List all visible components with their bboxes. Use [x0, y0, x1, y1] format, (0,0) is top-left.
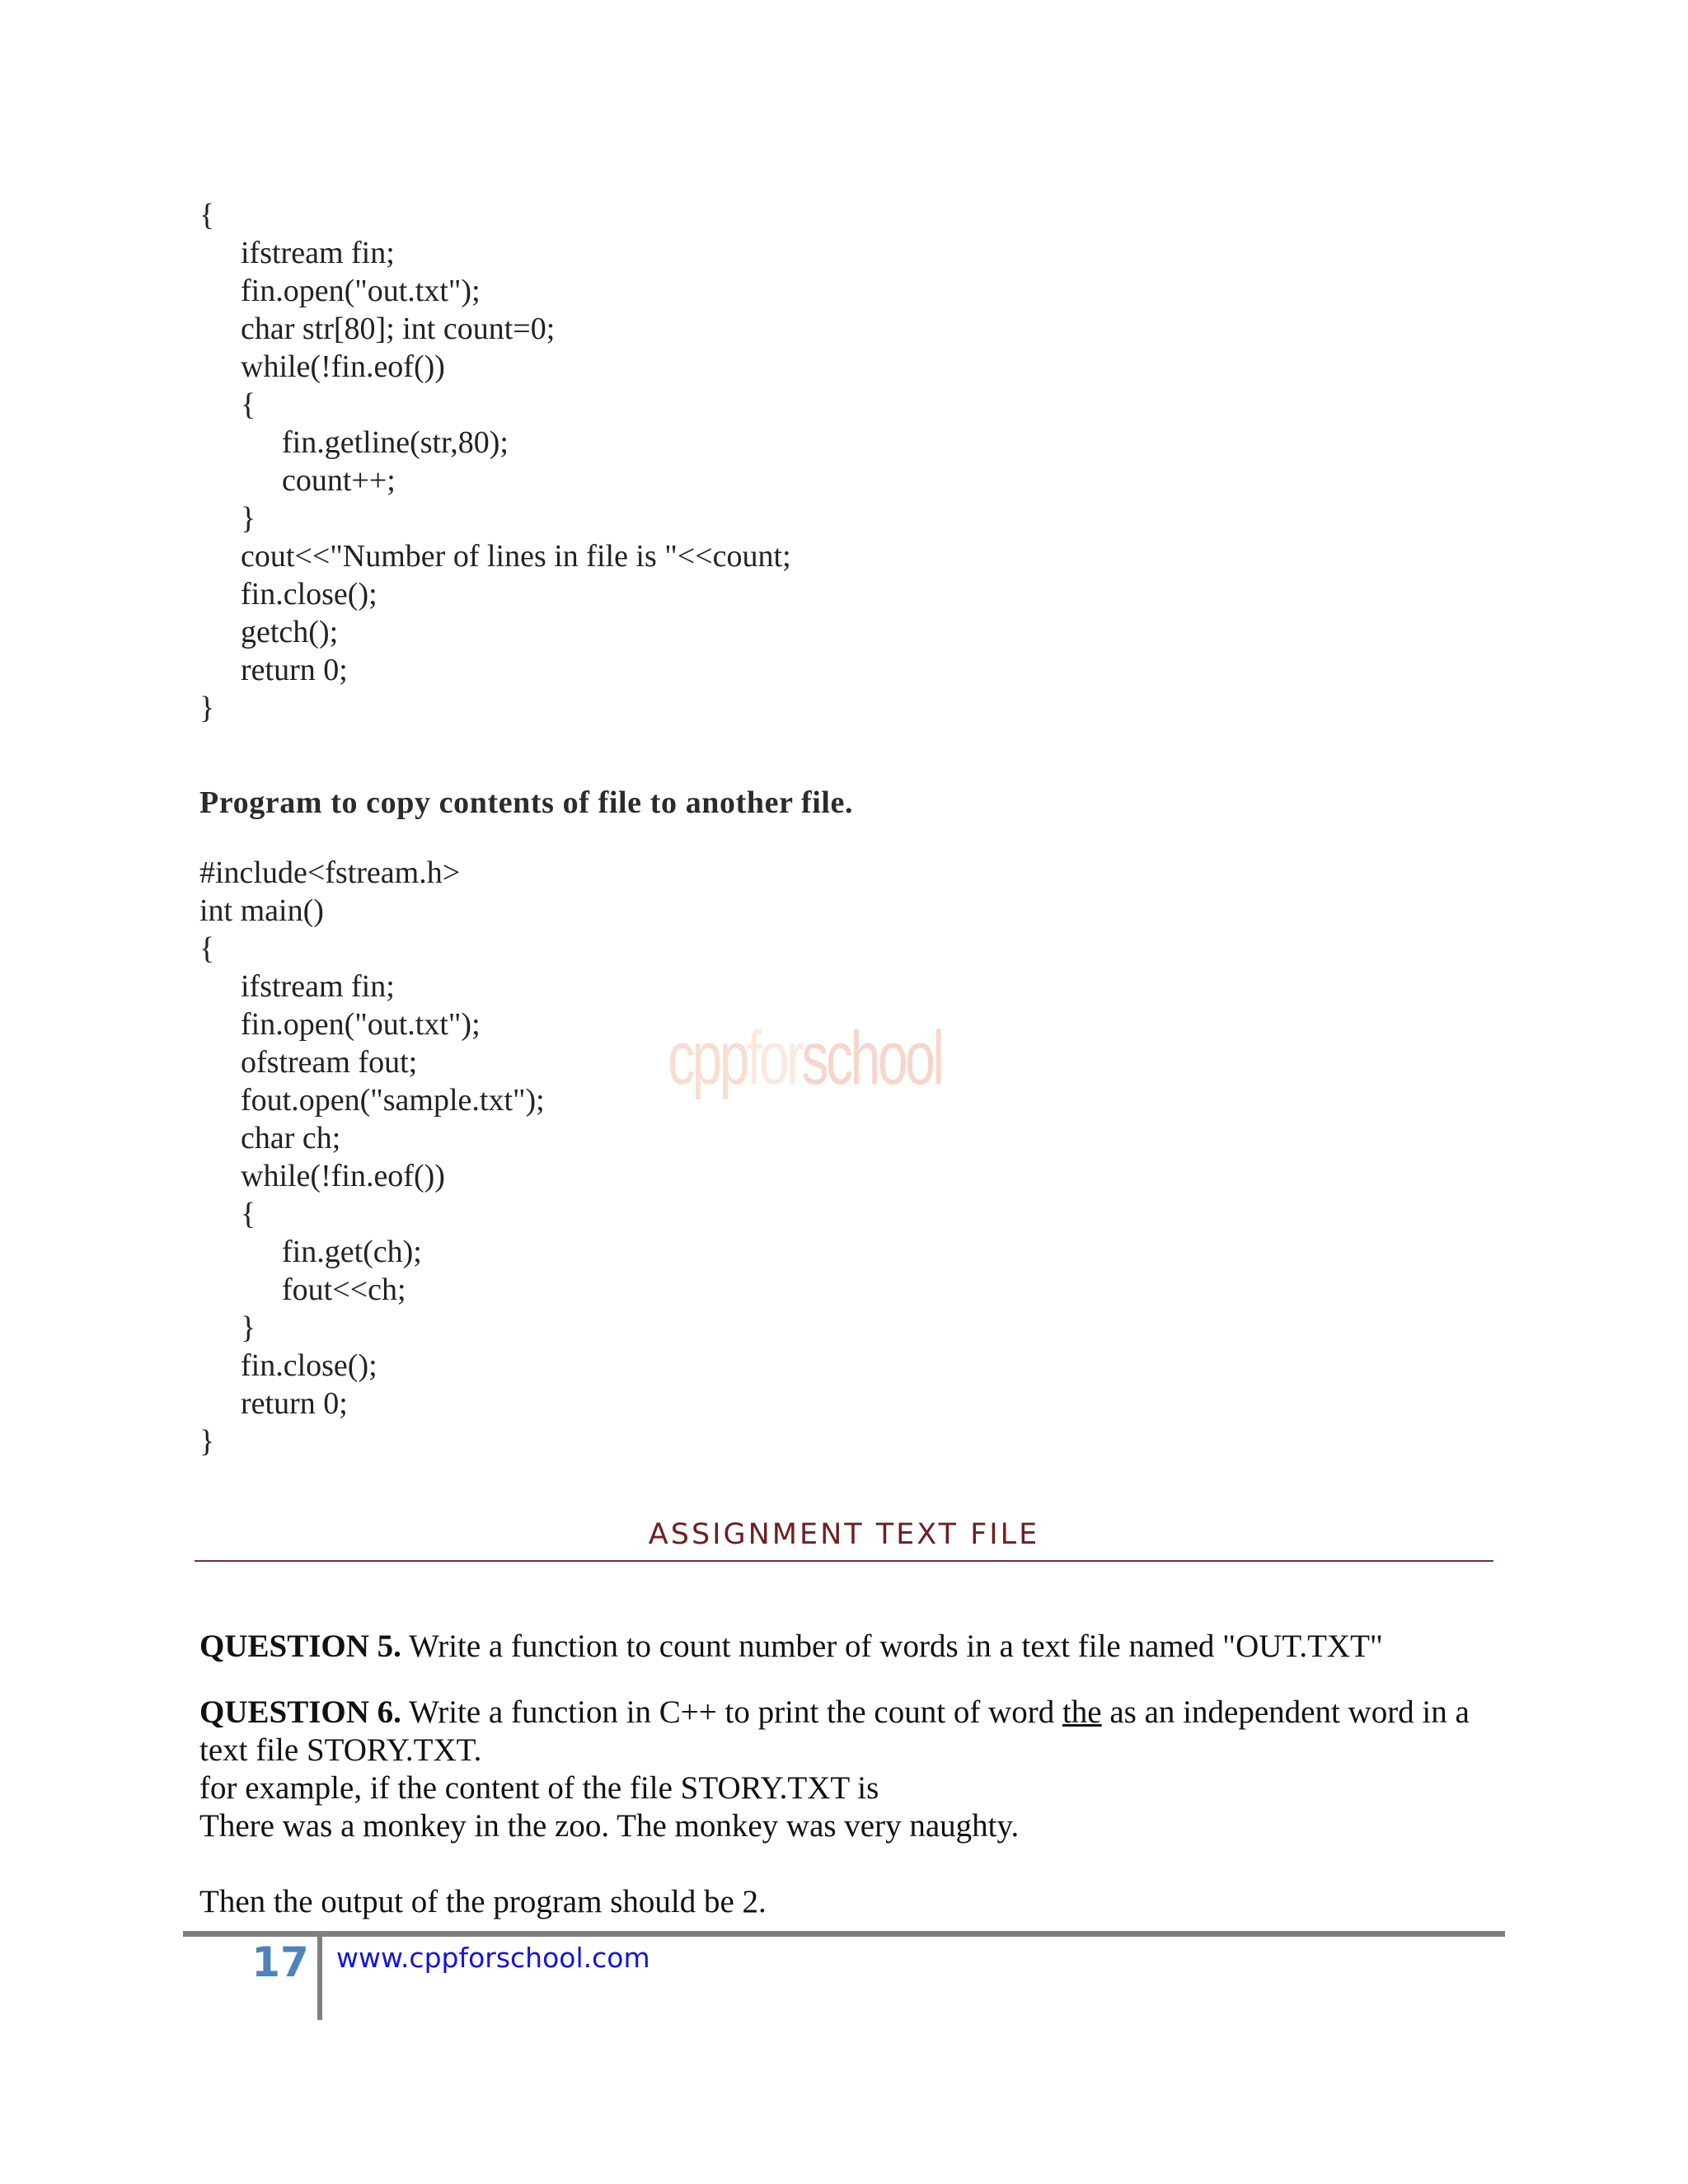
line-count-code-line: cout<<"Number of lines in file is "<<count;: [241, 539, 791, 574]
copy-file-code-line: ofstream fout;: [241, 1045, 418, 1080]
copy-file-code-line: ifstream fin;: [241, 969, 395, 1004]
question-5-label: QUESTION 5.: [199, 1629, 401, 1664]
question-5-text: Write a function to count number of words in a text file named "OUT.TXT": [401, 1629, 1383, 1664]
copy-file-code-line: fin.close();: [241, 1348, 377, 1383]
cppforschool-watermark-logo: [668, 1015, 941, 1102]
copy-file-code-line: return 0;: [241, 1386, 348, 1421]
line-count-code-line: fin.open("out.txt");: [241, 274, 481, 308]
question-6-text-after: as an independent word in a text file STORY.TXT.: [199, 1694, 1470, 1768]
question-6-example-content: There was a monkey in the zoo. The monkey was very naughty.: [199, 1808, 1020, 1844]
question-6-label: QUESTION 6.: [199, 1694, 401, 1730]
line-count-code-line: ifstream fin;: [241, 236, 395, 270]
footer-divider: [183, 1931, 1505, 1937]
line-count-code-line: fin.getline(str,80);: [282, 425, 509, 460]
question-5: [199, 1628, 1502, 1666]
line-count-code-line: return 0;: [241, 653, 348, 687]
assignment-section-title: ASSIGNMENT TEXT FILE: [648, 1518, 1040, 1551]
watermark-part-school: school: [801, 1016, 942, 1100]
copy-file-code-line: #include<fstream.h>: [199, 855, 461, 890]
line-count-code-line: count++;: [282, 463, 396, 498]
line-count-code-line: getch();: [241, 615, 339, 649]
copy-file-code-line: fin.open("out.txt");: [241, 1007, 481, 1042]
line-count-code-line: {: [199, 198, 215, 232]
question-6-underlined-word: the: [1062, 1694, 1102, 1730]
copy-file-code-line: int main(): [199, 893, 324, 928]
footer-vertical-divider: [317, 1934, 322, 2020]
code-block-copy-file: [199, 854, 545, 1460]
copy-file-code-line: }: [199, 1424, 215, 1459]
copy-file-code-line: {: [199, 931, 215, 966]
line-count-code-line: }: [199, 691, 215, 725]
question-6-expected-output: Then the output of the program should be 2.: [199, 1884, 767, 1919]
code-block-line-count: [199, 196, 791, 727]
line-count-code-line: char str[80]; int count=0;: [241, 312, 556, 346]
line-count-code-line: fin.close();: [241, 577, 377, 612]
copy-file-code-line: char ch;: [241, 1121, 341, 1155]
page-number: 17: [251, 1938, 309, 1986]
copy-file-code-line: {: [241, 1197, 256, 1231]
copy-file-code-line: }: [241, 1310, 256, 1345]
question-6-text-before: Write a function in C++ to print the count of word: [401, 1694, 1062, 1730]
line-count-code-line: {: [241, 387, 256, 422]
watermark-part-cpp: cpp: [668, 1016, 748, 1100]
question-6-example-intro: for example, if the content of the file STORY.TXT is: [199, 1770, 879, 1806]
copy-file-code-line: fout<<ch;: [282, 1272, 406, 1307]
assignment-title-divider: [195, 1560, 1493, 1562]
watermark-part-for: for: [747, 1016, 802, 1100]
copy-file-code-line: fin.get(ch);: [282, 1235, 422, 1269]
copy-file-code-line: fout.open("sample.txt");: [241, 1083, 545, 1118]
question-6: [199, 1694, 1502, 1769]
copy-file-code-line: while(!fin.eof()): [241, 1159, 445, 1193]
website-link[interactable]: www.cppforschool.com: [336, 1942, 650, 1974]
program-heading: Program to copy contents of file to another file.: [199, 785, 854, 820]
line-count-code-line: while(!fin.eof()): [241, 349, 445, 384]
line-count-code-line: }: [241, 501, 256, 536]
